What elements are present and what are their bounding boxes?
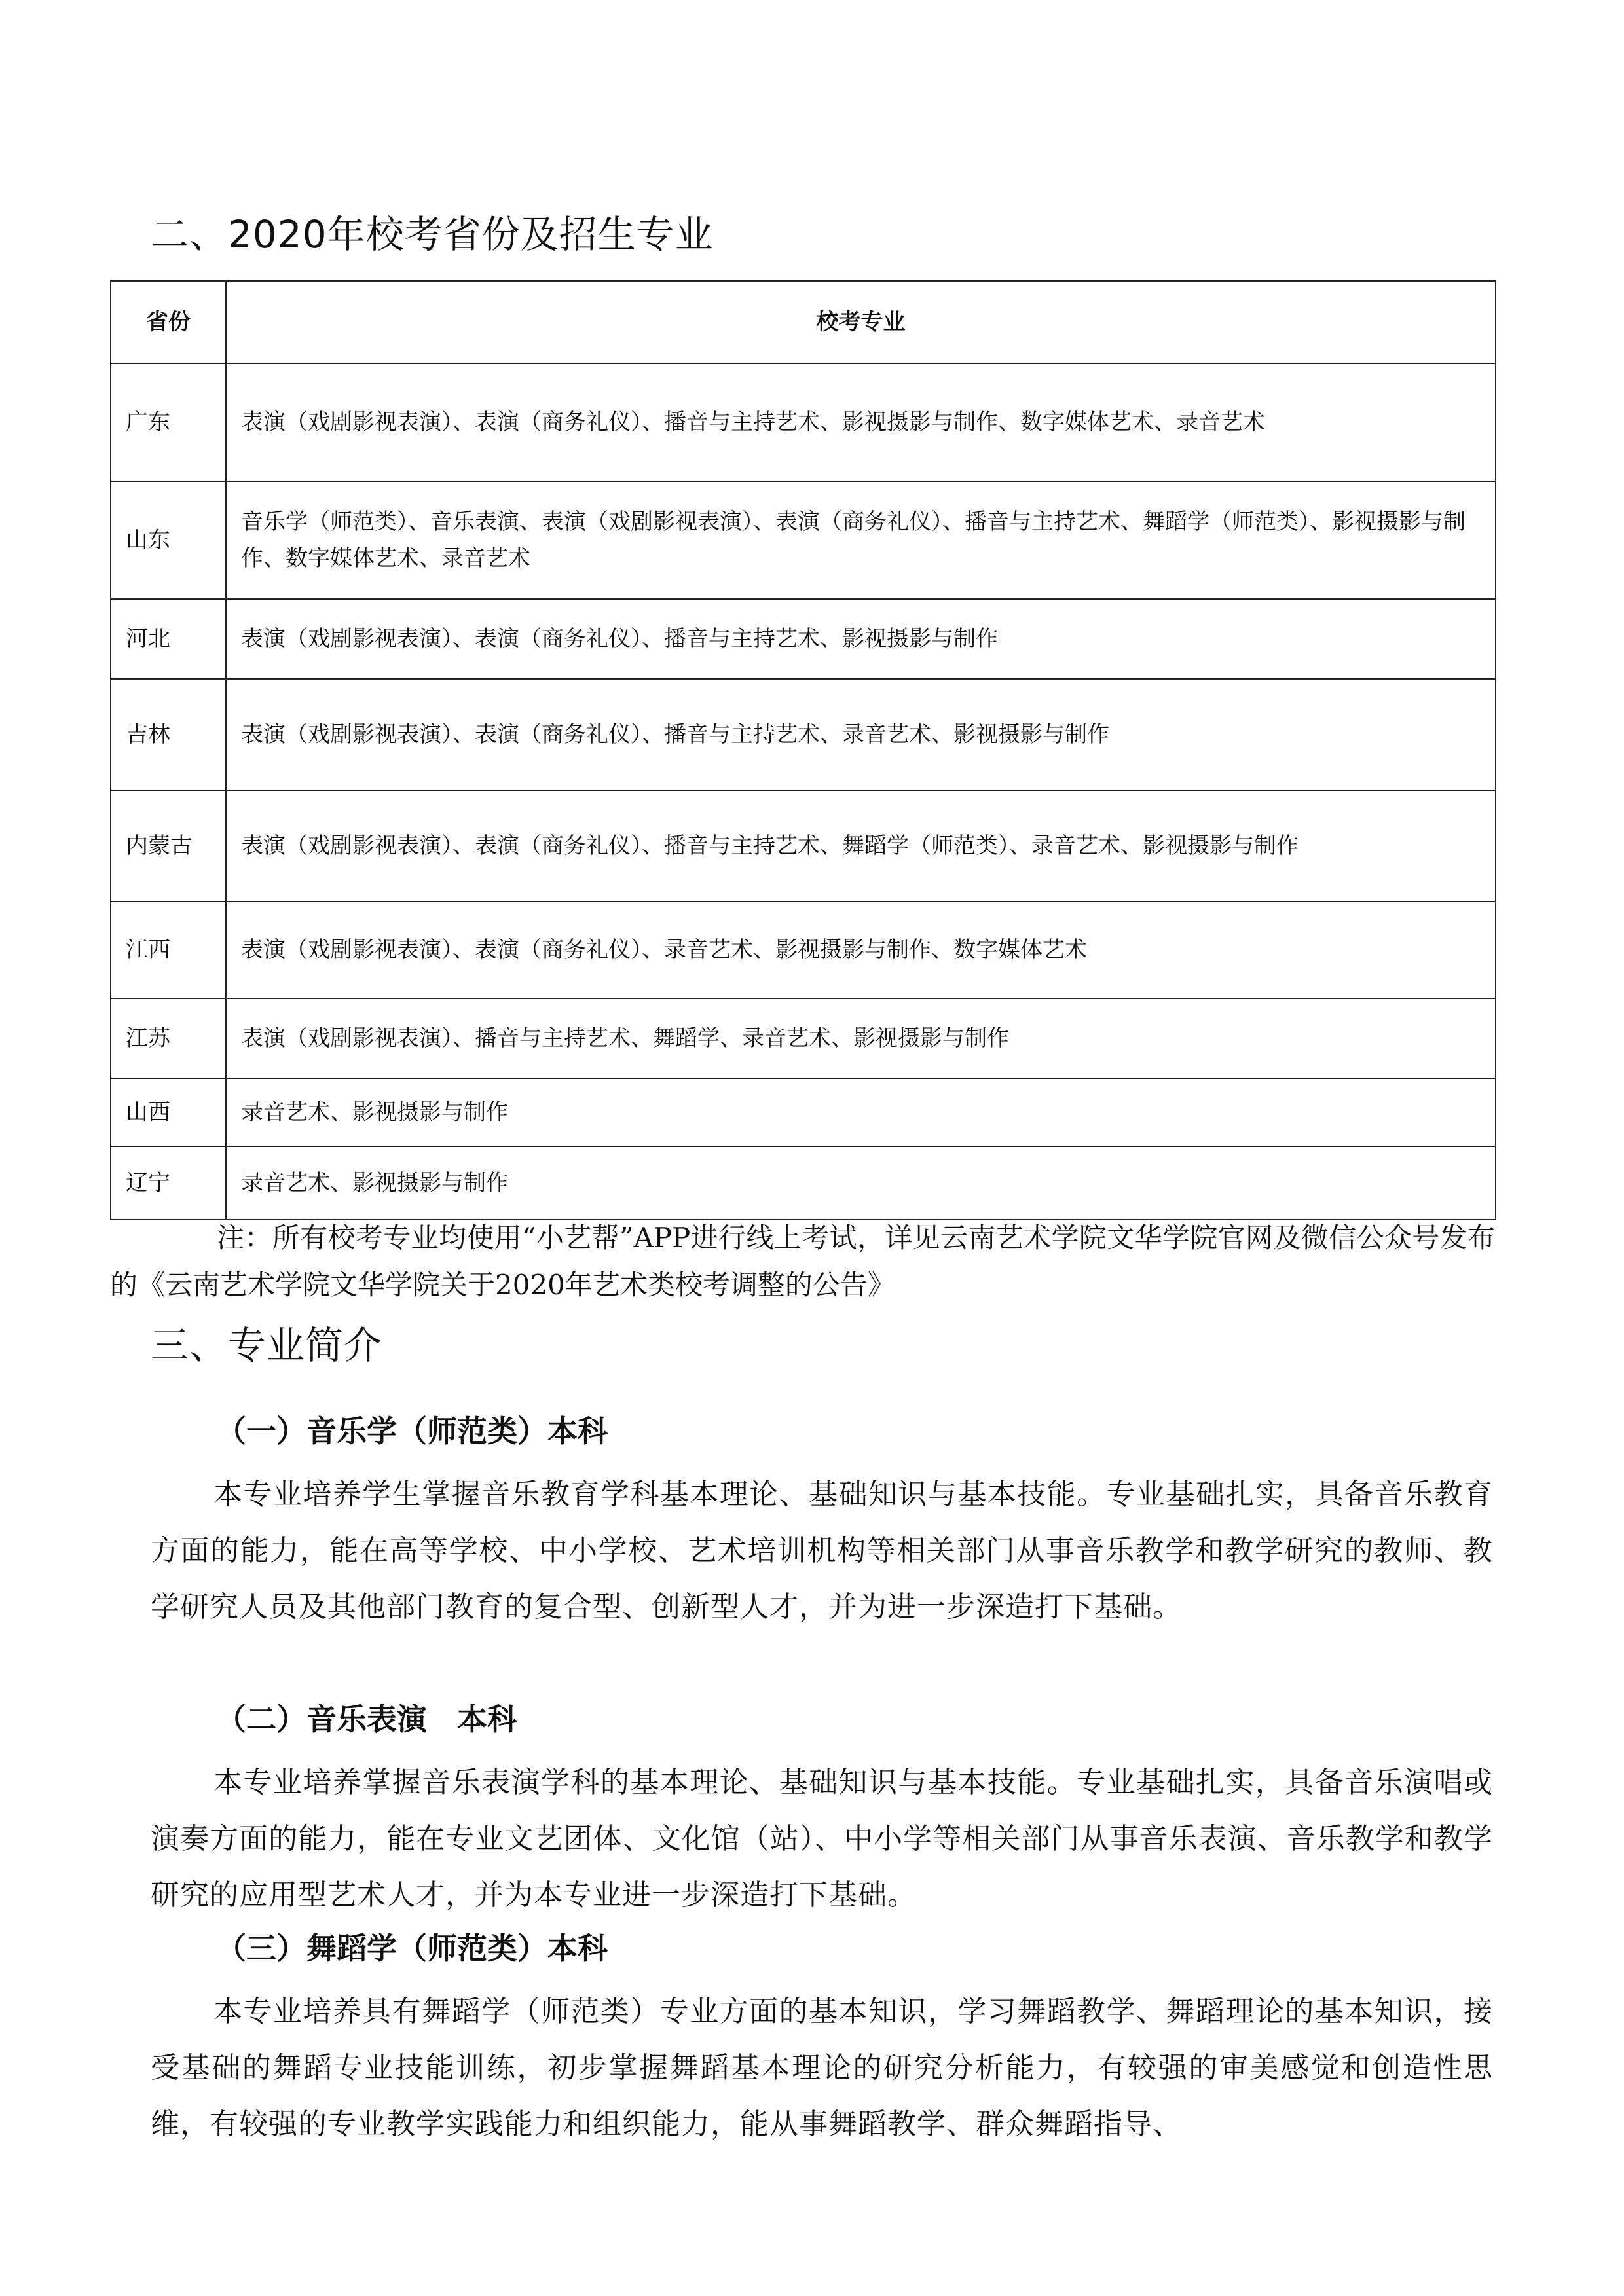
major-heading: （一）音乐学（师范类）本科: [216, 1413, 608, 1449]
table-note: 注：所有校考专业均使用“小艺帮”APP进行线上考试，详见云南艺术学院文华学院官网及微信公众号发布的《云南艺术学院文华学院关于2020年艺术类校考调整的公告》: [110, 1222, 1495, 1301]
table-row: [111, 998, 1496, 1078]
majors-cell: 表演（戏剧影视表演）、播音与主持艺术、舞蹈学、录音艺术、影视摄影与制作: [226, 998, 1496, 1078]
major-heading: （三）舞蹈学（师范类）本科: [216, 1931, 608, 1966]
table-row: [111, 363, 1496, 481]
table-row: [111, 1078, 1496, 1146]
majors-cell: 录音艺术、影视摄影与制作: [226, 1078, 1496, 1146]
majors-cell: 录音艺术、影视摄影与制作: [226, 1146, 1496, 1220]
table-row: [111, 790, 1496, 902]
table-row: [111, 902, 1496, 998]
majors-cell: 表演（戏剧影视表演）、表演（商务礼仪）、播音与主持艺术、影视摄影与制作、数字媒体艺术、录音艺术: [226, 363, 1496, 481]
admission-majors-table: [110, 280, 1496, 1220]
table-row: [111, 599, 1496, 679]
province-cell: 江苏: [111, 998, 226, 1078]
majors-cell: 表演（戏剧影视表演）、表演（商务礼仪）、播音与主持艺术、舞蹈学（师范类）、录音艺术、影视摄影与制作: [226, 790, 1496, 902]
majors-cell: 音乐学（师范类）、音乐表演、表演（戏剧影视表演）、表演（商务礼仪）、播音与主持艺术、舞蹈学（师范类）、影视摄影与制作、数字媒体艺术、录音艺术: [226, 481, 1496, 599]
major-description: 本专业培养学生掌握音乐教育学科基本理论、基础知识与基本技能。专业基础扎实，具备音乐教育方面的能力，能在高等学校、中小学校、艺术培训机构等相关部门从事音乐教学和教学研究的教师、教学研究人员及其他部门教育的复合型、创新型人才，并为进一步深造打下基础。: [151, 1478, 1493, 1624]
table-row: [111, 1146, 1496, 1220]
table-header-row: [111, 281, 1496, 363]
table-row: [111, 481, 1496, 599]
province-cell: 广东: [111, 363, 226, 481]
majors-cell: 表演（戏剧影视表演）、表演（商务礼仪）、播音与主持艺术、影视摄影与制作: [226, 599, 1496, 679]
province-cell: 江西: [111, 902, 226, 998]
province-cell: 山东: [111, 481, 226, 599]
majors-cell: 表演（戏剧影视表演）、表演（商务礼仪）、录音艺术、影视摄影与制作、数字媒体艺术: [226, 902, 1496, 998]
major-description: 本专业培养掌握音乐表演学科的基本理论、基础知识与基本技能。专业基础扎实，具备音乐演唱或演奏方面的能力，能在专业文艺团体、文化馆（站）、中小学等相关部门从事音乐表演、音乐教学和教学研究的应用型艺术人才，并为本专业进一步深造打下基础。: [151, 1766, 1493, 1912]
table-row: [111, 679, 1496, 790]
header-province: 省份: [111, 281, 226, 363]
major-description: 本专业培养具有舞蹈学（师范类）专业方面的基本知识，学习舞蹈教学、舞蹈理论的基本知识，接受基础的舞蹈专业技能训练，初步掌握舞蹈基本理论的研究分析能力，有较强的审美感觉和创造性思维，有较强的专业教学实践能力和组织能力，能从事舞蹈教学、群众舞蹈指导、: [151, 1995, 1493, 2141]
province-cell: 内蒙古: [111, 790, 226, 902]
header-majors: 校考专业: [226, 281, 1496, 363]
province-cell: 山西: [111, 1078, 226, 1146]
province-cell: 辽宁: [111, 1146, 226, 1220]
section-3-title: 三、专业简介: [151, 1323, 383, 1368]
province-cell: 河北: [111, 599, 226, 679]
major-heading: （二）音乐表演 本科: [216, 1702, 517, 1737]
province-cell: 吉林: [111, 679, 226, 790]
section-2-title: 二、2020年校考省份及招生专业: [151, 212, 714, 257]
majors-cell: 表演（戏剧影视表演）、表演（商务礼仪）、播音与主持艺术、录音艺术、影视摄影与制作: [226, 679, 1496, 790]
